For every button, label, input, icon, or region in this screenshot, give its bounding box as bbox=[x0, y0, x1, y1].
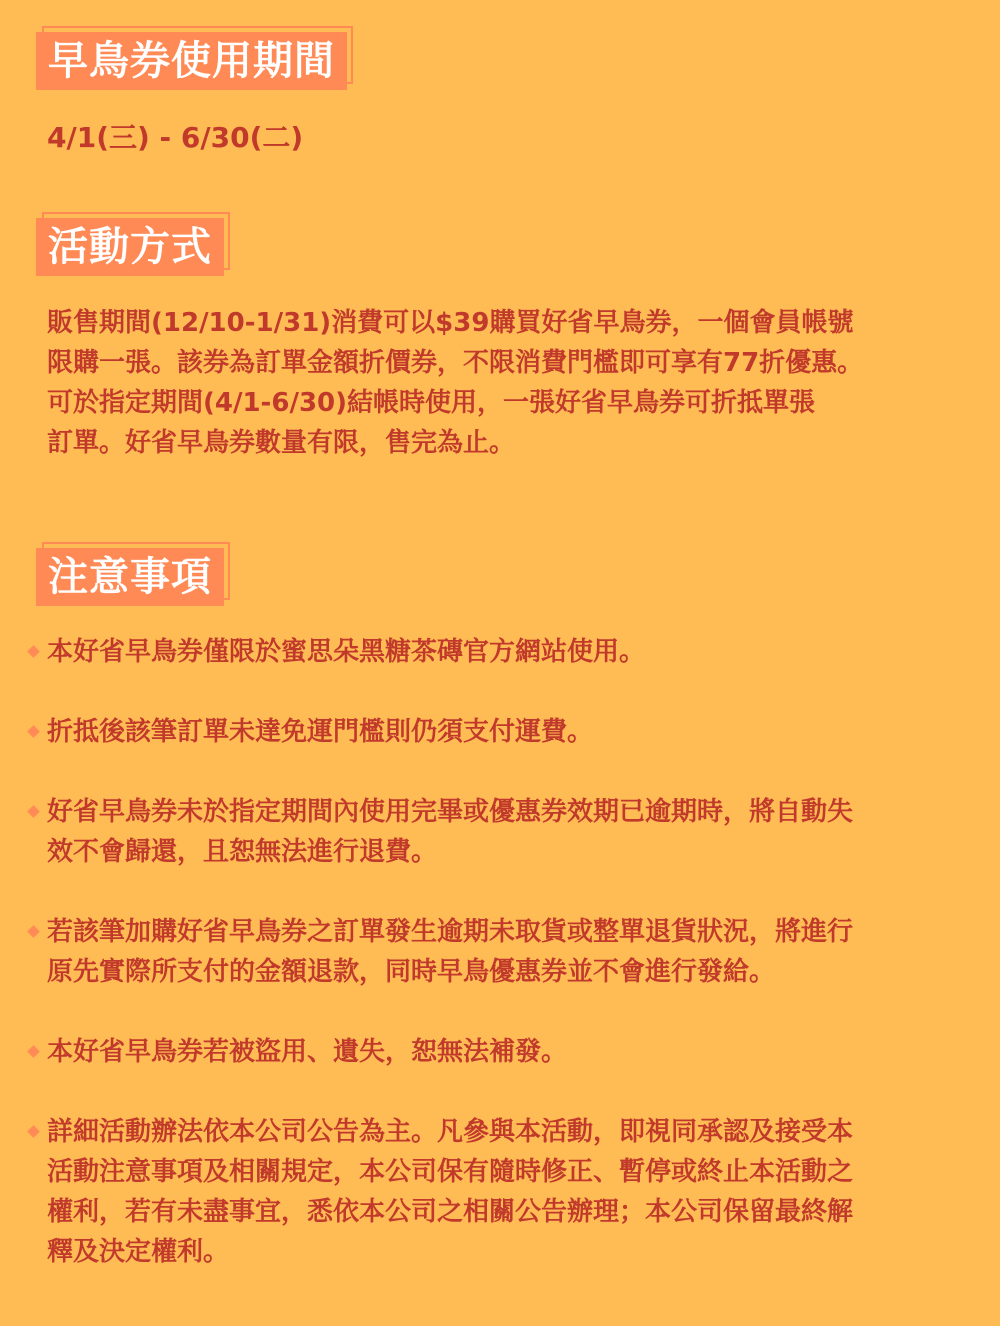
note-line: 權利，若有未盡事宜，悉依本公司之相關公告辦理；本公司保留最終解 bbox=[47, 1197, 854, 1227]
diamond-bullet-icon bbox=[27, 1125, 40, 1138]
diamond-bullet-icon bbox=[27, 1045, 40, 1058]
method-line: 販售期間(12/10-1/31)消費可以$39購買好省早鳥券，一個會員帳號 bbox=[47, 308, 854, 338]
section-title-period bbox=[36, 32, 347, 90]
method-line: 可於指定期間(4/1-6/30)結帳時使用，一張好省早鳥券可折抵單張 bbox=[47, 388, 816, 418]
section-title-text: 早鳥券使用期間 bbox=[36, 32, 347, 90]
note-line: 釋及決定權利。 bbox=[47, 1237, 230, 1267]
diamond-bullet-icon bbox=[27, 805, 40, 818]
note-line: 效不會歸還，且恕無法進行退費。 bbox=[47, 837, 438, 867]
note-line: 若該筆加購好省早鳥券之訂單發生逾期未取貨或整單退貨狀況，將進行 bbox=[47, 917, 854, 947]
note-line: 本好省早鳥券僅限於蜜思朵黑糖茶磚官方網站使用。 bbox=[47, 637, 646, 667]
section-title-text: 活動方式 bbox=[36, 218, 224, 276]
list-item bbox=[0, 1032, 1000, 1072]
section-title-text: 注意事項 bbox=[36, 548, 224, 606]
period-date: 4/1(三) - 6/30(二) bbox=[47, 121, 304, 154]
diamond-bullet-icon bbox=[27, 725, 40, 738]
note-line: 本好省早鳥券若被盜用、遺失，恕無法補發。 bbox=[47, 1037, 568, 1067]
note-line: 折抵後該筆訂單未達免運門檻則仍須支付運費。 bbox=[47, 717, 594, 747]
section-title-notes bbox=[36, 548, 224, 606]
diamond-bullet-icon bbox=[27, 925, 40, 938]
method-line: 限購一張。該券為訂單金額折價券，不限消費門檻即可享有77折優惠。 bbox=[47, 348, 864, 378]
note-line: 好省早鳥券未於指定期間內使用完畢或優惠券效期已逾期時，將自動失 bbox=[47, 797, 854, 827]
list-item bbox=[0, 632, 1000, 672]
section-title-method bbox=[36, 218, 224, 276]
method-paragraph bbox=[47, 303, 863, 463]
list-item bbox=[0, 712, 1000, 752]
list-item bbox=[0, 1112, 1000, 1272]
notes-list bbox=[0, 632, 1000, 1312]
method-line: 訂單。好省早鳥券數量有限，售完為止。 bbox=[47, 428, 516, 458]
list-item bbox=[0, 912, 1000, 992]
diamond-bullet-icon bbox=[27, 645, 40, 658]
note-line: 詳細活動辦法依本公司公告為主。凡參與本活動，即視同承認及接受本 bbox=[47, 1117, 854, 1147]
list-item bbox=[0, 792, 1000, 872]
note-line: 活動注意事項及相關規定，本公司保有隨時修正、暫停或終止本活動之 bbox=[47, 1157, 854, 1187]
note-line: 原先實際所支付的金額退款，同時早鳥優惠券並不會進行發給。 bbox=[47, 957, 776, 987]
